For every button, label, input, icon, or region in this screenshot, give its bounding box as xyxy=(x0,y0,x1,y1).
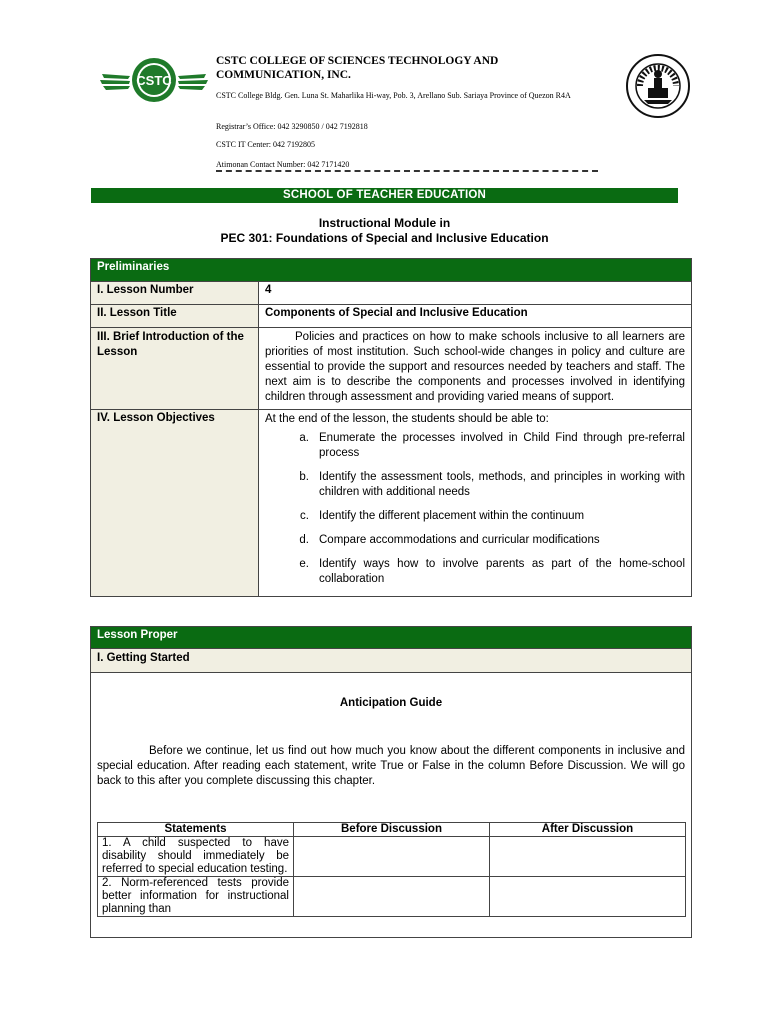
anticipation-guide-title: Anticipation Guide xyxy=(339,697,443,709)
objectives-list xyxy=(265,431,685,587)
objective-marker: c. xyxy=(300,510,309,522)
lesson-number-label: I. Lesson Number xyxy=(91,282,259,305)
module-title xyxy=(91,216,678,246)
statement-cell: 1. A child suspected to have disability should immediately be referred to special education testing. xyxy=(98,837,294,877)
objective-item xyxy=(265,431,685,461)
preliminaries-heading: Preliminaries xyxy=(91,259,692,282)
lesson-number-value: 4 xyxy=(259,282,692,305)
header-after-discussion: After Discussion xyxy=(490,823,686,837)
institution-name: CSTC COLLEGE OF SCIENCES TECHNOLOGY AND COMMUNICATION, INC. xyxy=(216,55,499,81)
anticipation-guide-paragraph: Before we continue, let us find out how much you know about the different components in inclusive and special education. After reading each statement, write True or False in the column Before Discussion. We will go back to this after you complete discussing this chapter. xyxy=(97,745,685,787)
school-banner: SCHOOL OF TEACHER EDUCATION xyxy=(91,188,678,203)
institution-address: CSTC College Bldg. Gen. Luna St. Maharlika Hi-way, Pob. 3, Arellano Sub. Sariaya Province of Quezon R4A xyxy=(216,91,571,100)
before-discussion-cell[interactable] xyxy=(294,877,490,917)
lesson-proper-section xyxy=(90,626,692,938)
svg-text:CSTC: CSTC xyxy=(136,73,172,88)
registrar-contact: Registrar’s Office: 042 3290850 / 042 7192818 xyxy=(216,122,368,131)
intro-text: Policies and practices on how to make schools inclusive to all learners are priorities of most institution. Such school-wide changes in policy and culture are essential to provide the support and resources needed by teachers and staff. The next aim is to describe the components and processes involved in identifying children through assessment and providing varied means of support. xyxy=(259,328,692,410)
header-before-discussion: Before Discussion xyxy=(294,823,490,837)
objective-marker: a. xyxy=(299,432,309,444)
statement-cell: 2. Norm-referenced tests provide better information for instructional planning than xyxy=(98,877,294,917)
module-title-line1: Instructional Module in xyxy=(318,216,451,230)
objectives-intro: At the end of the lesson, the students should be able to: xyxy=(265,413,549,425)
objective-marker: b. xyxy=(299,471,309,483)
table-row xyxy=(98,877,686,917)
objectives-label: IV. Lesson Objectives xyxy=(91,410,259,597)
objective-text: Identify the assessment tools, methods, and principles in working with children with additional needs xyxy=(319,471,685,498)
objective-marker: e. xyxy=(299,558,309,570)
after-discussion-cell[interactable] xyxy=(490,877,686,917)
objective-marker: d. xyxy=(299,534,309,546)
school-of-teacher-education-seal xyxy=(626,54,690,118)
module-title-line2: PEC 301: Foundations of Special and Inclusive Education xyxy=(220,231,549,245)
table-row xyxy=(98,837,686,877)
after-discussion-cell[interactable] xyxy=(490,837,686,877)
objective-item xyxy=(265,533,685,548)
it-center-contact: CSTC IT Center: 042 7192805 xyxy=(216,140,315,149)
objective-item xyxy=(265,470,685,500)
table-header-row xyxy=(98,823,686,837)
atimonan-contact: Atimonan Contact Number: 042 7171420 xyxy=(216,160,350,169)
header-divider xyxy=(216,170,598,172)
objective-item xyxy=(265,509,685,524)
intro-label: III. Brief Introduction of the Lesson xyxy=(91,328,259,410)
lesson-title-value: Components of Special and Inclusive Education xyxy=(259,305,692,328)
objectives-cell xyxy=(259,410,692,597)
lesson-proper-heading: Lesson Proper xyxy=(91,627,691,649)
objective-item xyxy=(265,557,685,587)
lesson-title-label: II. Lesson Title xyxy=(91,305,259,328)
cstc-logo xyxy=(100,56,208,104)
objective-text: Identify the different placement within the continuum xyxy=(319,510,585,522)
before-discussion-cell[interactable] xyxy=(294,837,490,877)
objective-text: Identify ways how to involve parents as part of the home-school collaboration xyxy=(319,558,685,585)
objective-text: Compare accommodations and curricular modifications xyxy=(319,534,600,546)
objective-text: Enumerate the processes involved in Child Find through pre-referral process xyxy=(319,432,685,459)
preliminaries-table xyxy=(90,258,692,597)
getting-started-heading: I. Getting Started xyxy=(91,649,691,673)
anticipation-table xyxy=(97,822,686,917)
header-statements: Statements xyxy=(98,823,294,837)
